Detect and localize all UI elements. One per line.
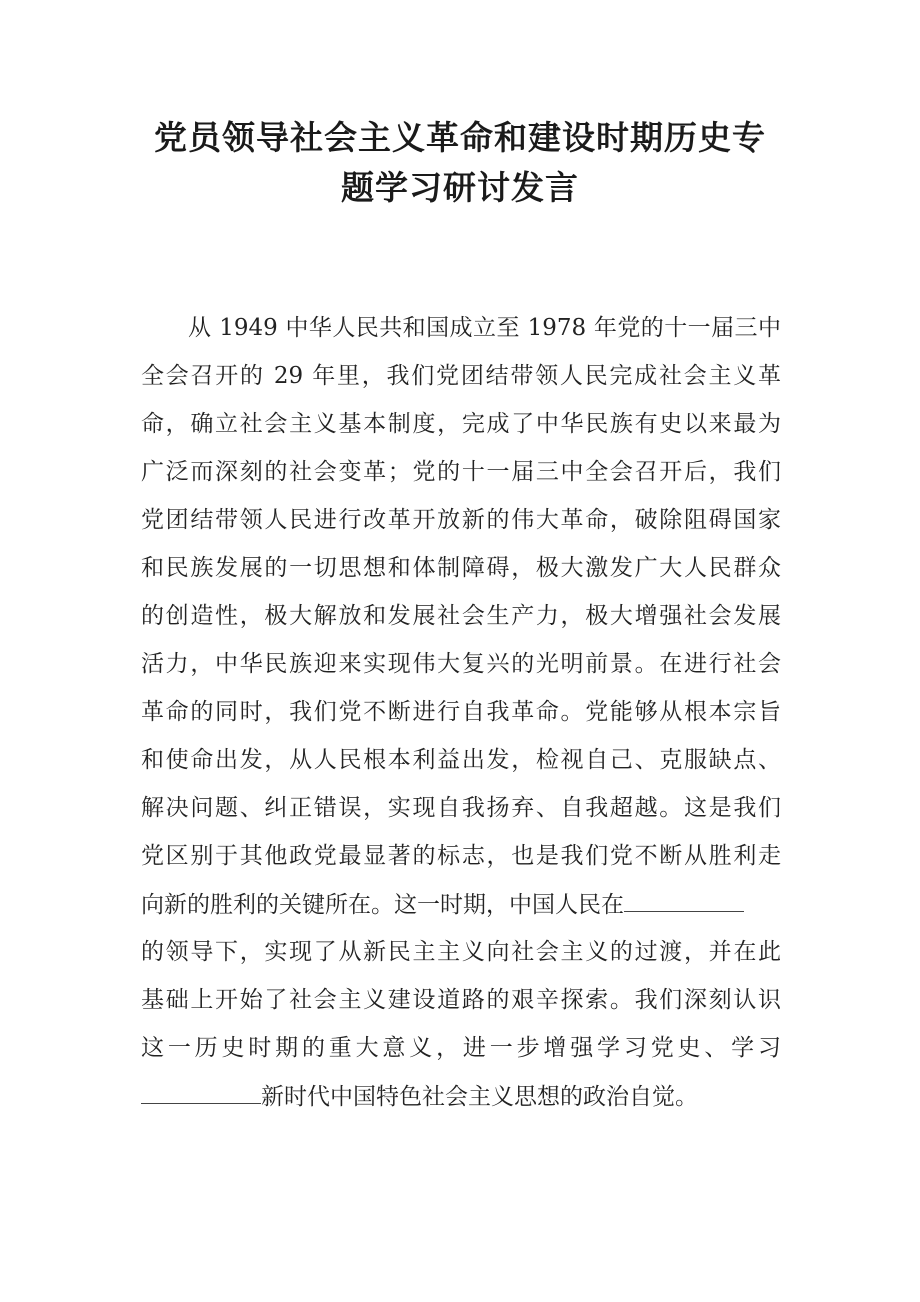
document-title-line-1: 党员领导社会主义革命和建设时期历史专 bbox=[154, 118, 766, 157]
body-line-11: 解决问题、纠正错误，实现自我扬弃、自我超越。这是我们 bbox=[141, 795, 781, 821]
body-line-2: 全会召开的 29 年里，我们党团结带领人民完成社会主义革 bbox=[141, 363, 781, 389]
body-line-12: 党区别于其他政党最显著的标志，也是我们党不断从胜利走 bbox=[141, 843, 781, 869]
body-line-4: 广泛而深刻的社会变革；党的十一届三中全会召开后，我们 bbox=[141, 459, 781, 485]
body-line-14: 的领导下，实现了从新民主主义向社会主义的过渡，并在此 bbox=[141, 939, 781, 965]
fill-in-blank-2 bbox=[141, 1081, 261, 1104]
fill-in-blank-1 bbox=[624, 889, 744, 912]
body-line-13-text: 向新的胜利的关键所在。这一时期，中国人民在 bbox=[141, 892, 624, 918]
body-line-15: 基础上开始了社会主义建设道路的艰辛探索。我们深刻认识 bbox=[141, 987, 781, 1013]
body-line-3: 命，确立社会主义基本制度，完成了中华民族有史以来最为 bbox=[141, 411, 781, 437]
body-line-7: 的创造性，极大解放和发展社会生产力，极大增强社会发展 bbox=[141, 603, 781, 629]
body-line-17 bbox=[141, 1081, 781, 1112]
body-line-17-text: 新时代中国特色社会主义思想的政治自觉。 bbox=[261, 1084, 698, 1110]
body-line-16: 这一历史时期的重大意义，进一步增强学习党史、学习 bbox=[141, 1035, 781, 1061]
body-line-9: 革命的同时，我们党不断进行自我革命。党能够从根本宗旨 bbox=[141, 699, 781, 725]
body-line-6: 和民族发展的一切思想和体制障碍，极大激发广大人民群众 bbox=[141, 555, 781, 581]
body-line-5: 党团结带领人民进行改革开放新的伟大革命，破除阻碍国家 bbox=[141, 507, 781, 533]
body-line-13 bbox=[141, 889, 781, 920]
body-line-10: 和使命出发，从人民根本利益出发，检视自己、克服缺点、 bbox=[141, 747, 781, 773]
document-title-line-2: 题学习研讨发言 bbox=[341, 168, 579, 207]
body-line-8: 活力，中华民族迎来实现伟大复兴的光明前景。在进行社会 bbox=[141, 651, 781, 677]
body-line-1: 从 1949 中华人民共和国成立至 1978 年党的十一届三中 bbox=[188, 315, 781, 341]
